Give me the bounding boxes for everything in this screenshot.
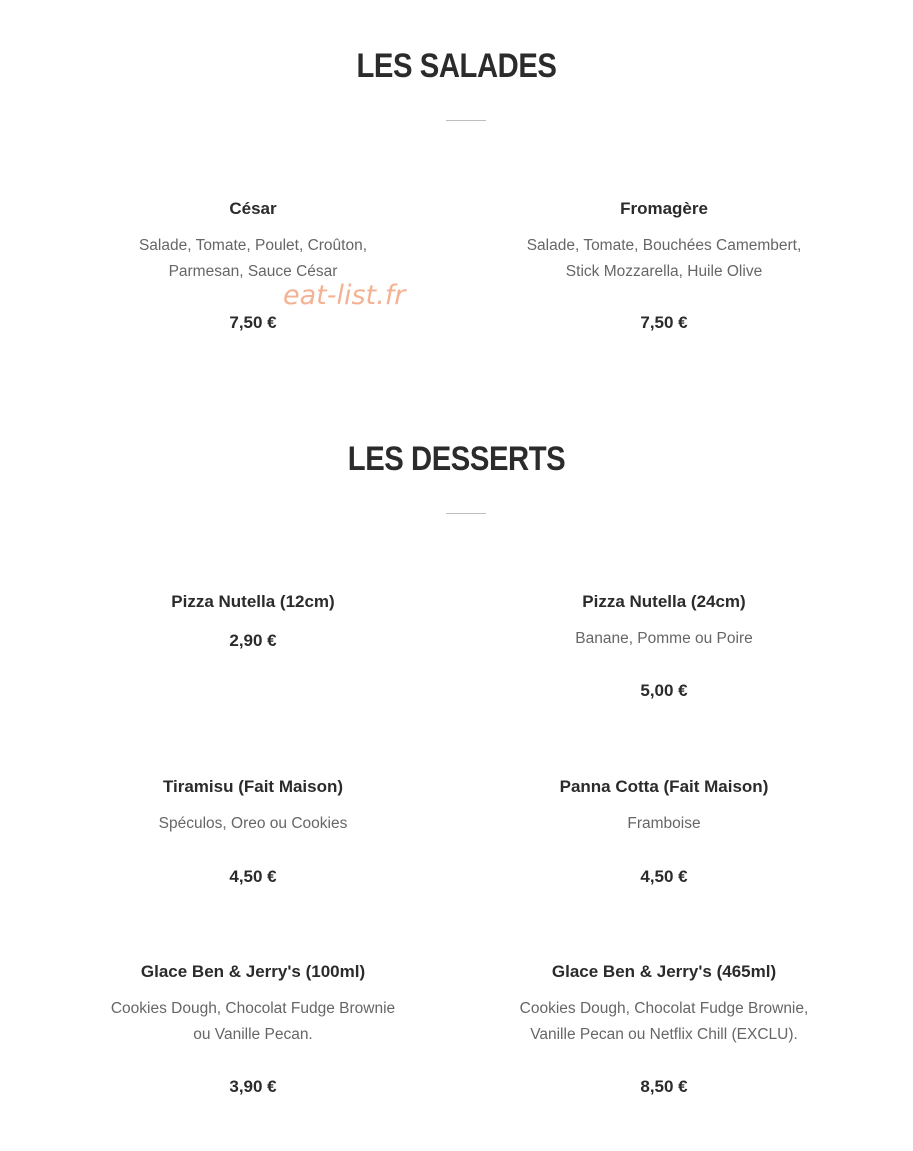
item-name: César [229, 199, 277, 218]
item-description: Salade, Tomate, Bouchées Camembert, Stick Mozzarella, Huile Olive [526, 237, 802, 280]
item-description: Banane, Pomme ou Poire [575, 630, 753, 647]
item-name: Glace Ben & Jerry's (465ml) [551, 962, 777, 981]
item-price: 4,50 € [229, 867, 277, 886]
desserts-title: LES DESSERTS [347, 440, 566, 478]
menu-item-tiramisu [53, 776, 453, 886]
menu-item-pizza-nutella-12 [53, 591, 453, 650]
item-price: 7,50 € [640, 313, 688, 332]
item-price: 5,00 € [640, 681, 688, 700]
item-name: Glace Ben & Jerry's (100ml) [140, 962, 366, 981]
watermark: eat-list.fr [283, 280, 406, 311]
item-name: Panna Cotta (Fait Maison) [559, 777, 769, 796]
item-price: 2,90 € [229, 631, 277, 650]
menu-item-glace-100ml [53, 961, 453, 1096]
salades-divider [446, 120, 486, 121]
item-price: 8,50 € [640, 1077, 688, 1096]
salades-title: LES SALADES [356, 47, 557, 85]
item-price: 4,50 € [640, 867, 688, 886]
item-description: Cookies Dough, Chocolat Fudge Brownie, Vanille Pecan ou Netflix Chill (EXCLU). [519, 1000, 809, 1043]
item-description: Spéculos, Oreo ou Cookies [158, 815, 348, 832]
item-price: 3,90 € [229, 1077, 277, 1096]
menu-item-pizza-nutella-24 [464, 591, 864, 700]
menu-item-glace-465ml [464, 961, 864, 1096]
item-description: Salade, Tomate, Poulet, Croûton, Parmesan, Sauce César [138, 237, 368, 280]
item-description: Framboise [627, 815, 701, 832]
item-name: Pizza Nutella (24cm) [582, 592, 746, 611]
item-name: Pizza Nutella (12cm) [171, 592, 335, 611]
desserts-divider [446, 513, 486, 514]
item-name: Tiramisu (Fait Maison) [162, 777, 344, 796]
menu-item-panna-cotta [464, 776, 864, 886]
menu-item-fromagere [464, 198, 864, 332]
item-price: 7,50 € [229, 313, 277, 332]
item-name: Fromagère [620, 199, 708, 218]
item-description: Cookies Dough, Chocolat Fudge Brownie ou Vanille Pecan. [110, 1000, 396, 1043]
